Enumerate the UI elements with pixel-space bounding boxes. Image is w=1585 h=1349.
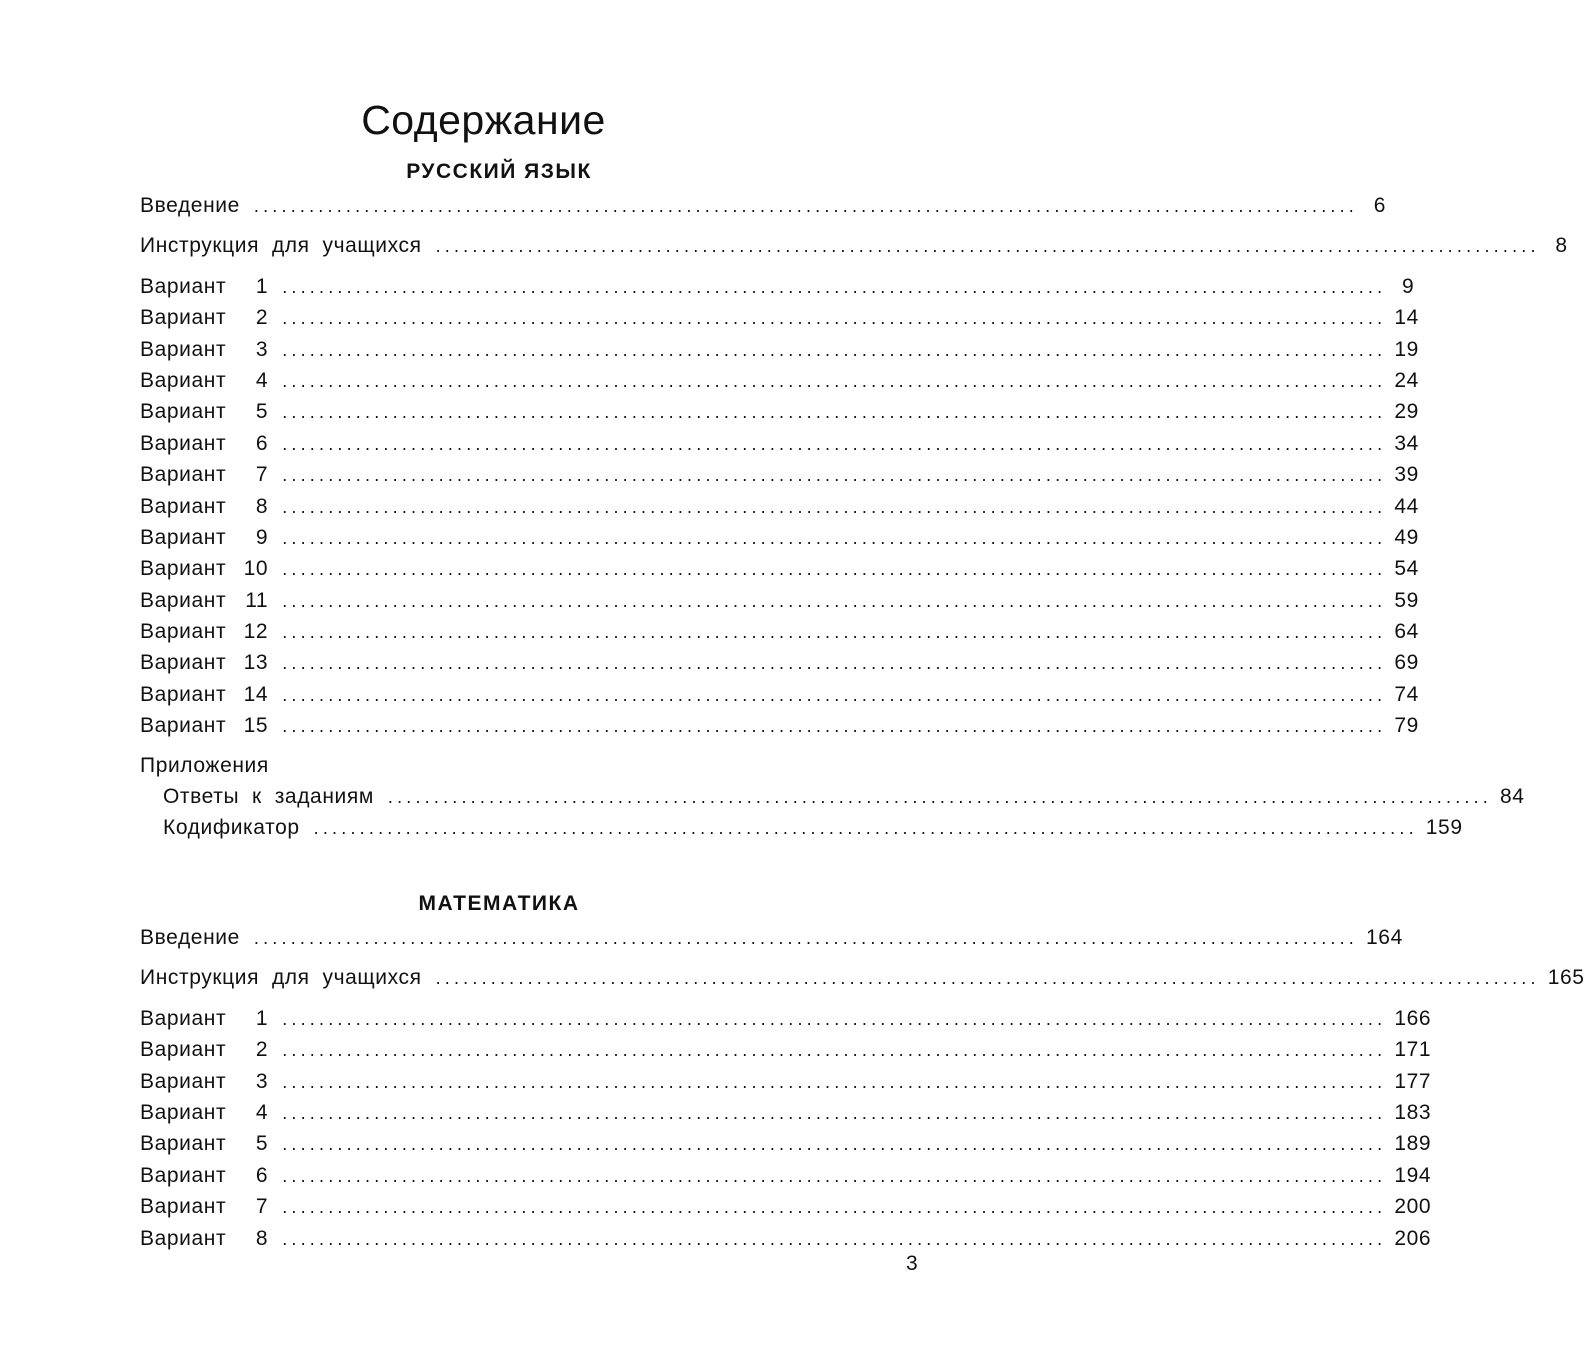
toc-entry-page: 194 — [1394, 1163, 1432, 1187]
toc-entry-variant-1[interactable] — [140, 274, 1415, 306]
section-heading-math: МАТЕМАТИКА — [418, 892, 580, 915]
toc-entry-label: Вариант 11 — [140, 588, 269, 612]
toc-entry-label: Введение — [140, 194, 240, 217]
variant-number: 10 — [243, 557, 269, 581]
dot-leader: ........................................................................................................................ — [387, 786, 1492, 807]
dot-leader: ........................................................................................................................ — [282, 433, 1387, 454]
variant-number: 5 — [255, 1132, 269, 1156]
toc-entry-page: 34 — [1394, 431, 1419, 455]
variant-number: 9 — [255, 525, 269, 549]
variant-number: 4 — [255, 1100, 269, 1124]
toc-entry-page: 14 — [1394, 306, 1419, 330]
dot-leader: ........................................................................................................................ — [282, 1197, 1387, 1218]
toc-entry-page: 79 — [1394, 714, 1419, 738]
dot-leader: ........................................................................................................................ — [253, 196, 1359, 216]
toc-entry-variant-10[interactable] — [140, 557, 1419, 588]
dot-leader: ........................................................................................................................ — [282, 527, 1387, 548]
variant-number: 13 — [243, 651, 269, 675]
dot-leader: ........................................................................................................................ — [282, 308, 1387, 329]
appendix-heading — [140, 754, 828, 785]
toc-entry-instruction[interactable] — [140, 234, 1568, 265]
dot-leader: ........................................................................................................................ — [282, 716, 1387, 737]
toc-entry-page: 189 — [1394, 1132, 1432, 1156]
toc-entry-page: 74 — [1394, 682, 1419, 706]
toc-entry-page: 159 — [1425, 816, 1463, 840]
toc-entry-label: Вариант 8 — [140, 494, 269, 518]
toc-entry-intro[interactable] — [140, 194, 1387, 225]
dot-leader: ........................................................................................................................ — [282, 1134, 1387, 1155]
toc-entry-variant-5[interactable] — [140, 400, 1419, 431]
toc-entry-label: Вариант 13 — [140, 651, 269, 675]
variant-number: 12 — [243, 620, 269, 644]
variant-number: 2 — [255, 306, 269, 330]
dot-leader: ........................................................................................................................ — [282, 370, 1387, 391]
toc-entry-page: 69 — [1394, 651, 1419, 675]
toc-entry-variant-5[interactable] — [140, 1132, 1432, 1163]
toc-entry-appendix-1[interactable] — [140, 784, 1525, 816]
variant-number: 7 — [255, 1195, 269, 1219]
dot-leader: ........................................................................................................................ — [282, 653, 1387, 674]
dot-leader: ........................................................................................................................ — [282, 1008, 1387, 1029]
dot-leader: ........................................................................................................................ — [282, 496, 1387, 517]
toc-entry-variant-14[interactable] — [140, 682, 1419, 714]
toc-entry-page: 164 — [1366, 926, 1403, 949]
toc-entry-page: 44 — [1394, 494, 1419, 518]
toc-entry-page: 54 — [1394, 557, 1419, 581]
toc-entry-variant-9[interactable] — [140, 525, 1419, 557]
toc-entry-label: Вариант 12 — [140, 620, 269, 644]
variant-list — [140, 274, 1419, 746]
variant-number: 7 — [255, 463, 269, 487]
page-title: Содержание — [361, 97, 606, 144]
toc-entry-page: 6 — [1373, 194, 1387, 217]
toc-entry-label: Вариант 10 — [140, 557, 269, 581]
dot-leader: ........................................................................................................................ — [282, 590, 1387, 611]
dot-leader: ........................................................................................................................ — [282, 559, 1387, 580]
variant-number: 11 — [245, 588, 269, 612]
toc-entry-page: 166 — [1394, 1006, 1432, 1030]
variant-number: 3 — [255, 337, 269, 361]
toc-entry-page: 177 — [1394, 1069, 1432, 1093]
toc-entry-label: Вариант 2 — [140, 306, 269, 330]
toc-entry-variant-3[interactable] — [140, 1069, 1432, 1101]
toc-entry-page: 24 — [1394, 368, 1419, 392]
toc-entry-page: 39 — [1394, 463, 1419, 487]
section-heading-russian: РУССКИЙ ЯЗЫК — [406, 160, 592, 183]
toc-entry-label: Вариант 14 — [140, 682, 269, 706]
dot-leader: ........................................................................................................................ — [282, 276, 1387, 297]
toc-entry-page: 84 — [1500, 784, 1525, 808]
toc-section-math — [140, 892, 1585, 1258]
dot-leader: ........................................................................................................................ — [282, 1071, 1387, 1092]
toc-entry-label: Вариант 6 — [140, 431, 269, 455]
variant-number: 5 — [255, 400, 269, 424]
toc-entry-variant-4[interactable] — [140, 1100, 1432, 1132]
toc-entry-label: Вариант 15 — [140, 714, 269, 738]
toc-entry-intro[interactable] — [140, 926, 1403, 957]
toc-entry-variant-2[interactable] — [140, 306, 1419, 337]
toc-entry-variant-1[interactable] — [140, 1006, 1432, 1038]
toc-entry-label: Вариант 1 — [140, 274, 269, 298]
toc-entry-label: Вариант 1 — [140, 1006, 269, 1030]
toc-entry-label: Вариант 3 — [140, 1069, 269, 1093]
toc-entry-label: Вариант 4 — [140, 1100, 269, 1124]
toc-entry-variant-4[interactable] — [140, 368, 1419, 400]
toc-entry-label: Ответы к заданиям — [163, 784, 374, 808]
toc-entry-label: Вариант 4 — [140, 368, 269, 392]
toc-entry-variant-6[interactable] — [140, 1163, 1432, 1195]
dot-leader: ........................................................................................................................ — [282, 1165, 1387, 1186]
toc-entry-label: Вариант 9 — [140, 525, 269, 549]
toc-entry-label: Вариант 7 — [140, 1195, 269, 1219]
dot-leader: ........................................................................................................................ — [435, 236, 1540, 257]
toc-entry-page: 171 — [1394, 1038, 1432, 1062]
toc-entry-page: 59 — [1394, 588, 1419, 612]
toc-entry-variant-13[interactable] — [140, 651, 1419, 682]
toc-entry-label: Вариант 3 — [140, 337, 269, 361]
toc-entry-label: Кодификатор — [163, 816, 300, 840]
dot-leader: ........................................................................................................................ — [282, 1040, 1387, 1061]
variant-number: 1 — [255, 1006, 269, 1030]
toc-entry-variant-7[interactable] — [140, 463, 1419, 494]
toc-entry-page: 8 — [1555, 234, 1568, 258]
toc-entry-label: Вариант 2 — [140, 1038, 269, 1062]
dot-leader: ........................................................................................................................ — [282, 684, 1387, 705]
toc-entry-variant-6[interactable] — [140, 431, 1419, 463]
toc-entry-variant-11[interactable] — [140, 588, 1419, 620]
toc-entry-page: 64 — [1394, 620, 1419, 644]
dot-leader: ........................................................................................................................ — [282, 622, 1387, 643]
variant-number: 2 — [255, 1038, 269, 1062]
dot-leader: ........................................................................................................................ — [435, 968, 1540, 989]
variant-number: 3 — [255, 1069, 269, 1093]
toc-entry-label: Инструкция для учащихся — [140, 966, 422, 990]
variant-number: 6 — [255, 431, 269, 455]
dot-leader: ........................................................................................................................ — [313, 818, 1418, 839]
toc-entry-variant-12[interactable] — [140, 620, 1419, 651]
toc-entry-page: 200 — [1394, 1195, 1432, 1219]
toc-entry-label: Введение — [140, 926, 240, 949]
toc-entry-variant-8[interactable] — [140, 494, 1419, 526]
dot-leader: ........................................................................................................................ — [282, 339, 1387, 360]
toc-entry-label: Вариант 5 — [140, 400, 269, 424]
dot-leader: ........................................................................................................................ — [282, 402, 1387, 423]
variant-number: 4 — [255, 368, 269, 392]
toc-entry-page: 19 — [1394, 337, 1419, 361]
toc-entry-variant-8[interactable] — [140, 1226, 1432, 1258]
toc-entry-label: Вариант 5 — [140, 1132, 269, 1156]
toc-entry-page: 183 — [1394, 1100, 1432, 1124]
variant-number: 1 — [255, 274, 269, 298]
toc-entry-page: 9 — [1402, 274, 1415, 298]
toc-entry-label: Вариант 7 — [140, 463, 269, 487]
toc-entry-appendix-2[interactable] — [140, 816, 1463, 847]
toc-entry-page: 165 — [1547, 966, 1585, 990]
variant-list — [140, 1006, 1432, 1258]
toc-entry-variant-15[interactable] — [140, 714, 1419, 745]
appendix-label: Приложения — [140, 753, 269, 777]
variant-number: 15 — [243, 714, 269, 738]
variant-number: 8 — [255, 1226, 269, 1250]
appendix-list — [140, 784, 1525, 848]
dot-leader: ........................................................................................................................ — [253, 928, 1359, 948]
toc-entry-variant-7[interactable] — [140, 1195, 1432, 1226]
variant-number: 8 — [255, 494, 269, 518]
toc-entry-page: 206 — [1394, 1226, 1432, 1250]
page-number: 3 — [906, 1252, 918, 1275]
toc-entry-label: Вариант 8 — [140, 1226, 269, 1250]
dot-leader: ........................................................................................................................ — [282, 1228, 1387, 1249]
variant-number: 14 — [243, 682, 269, 706]
toc-entry-page: 49 — [1394, 525, 1419, 549]
toc-entry-page: 29 — [1394, 400, 1419, 424]
dot-leader: ........................................................................................................................ — [282, 1102, 1387, 1123]
variant-number: 6 — [255, 1163, 269, 1187]
toc-entry-label: Инструкция для учащихся — [140, 234, 422, 258]
toc-entry-variant-3[interactable] — [140, 337, 1419, 369]
toc-entry-label: Вариант 6 — [140, 1163, 269, 1187]
dot-leader: ........................................................................................................................ — [282, 465, 1387, 486]
toc-entry-instruction[interactable] — [140, 966, 1585, 997]
toc-entry-variant-2[interactable] — [140, 1038, 1432, 1069]
toc-section-russian — [140, 160, 1568, 847]
